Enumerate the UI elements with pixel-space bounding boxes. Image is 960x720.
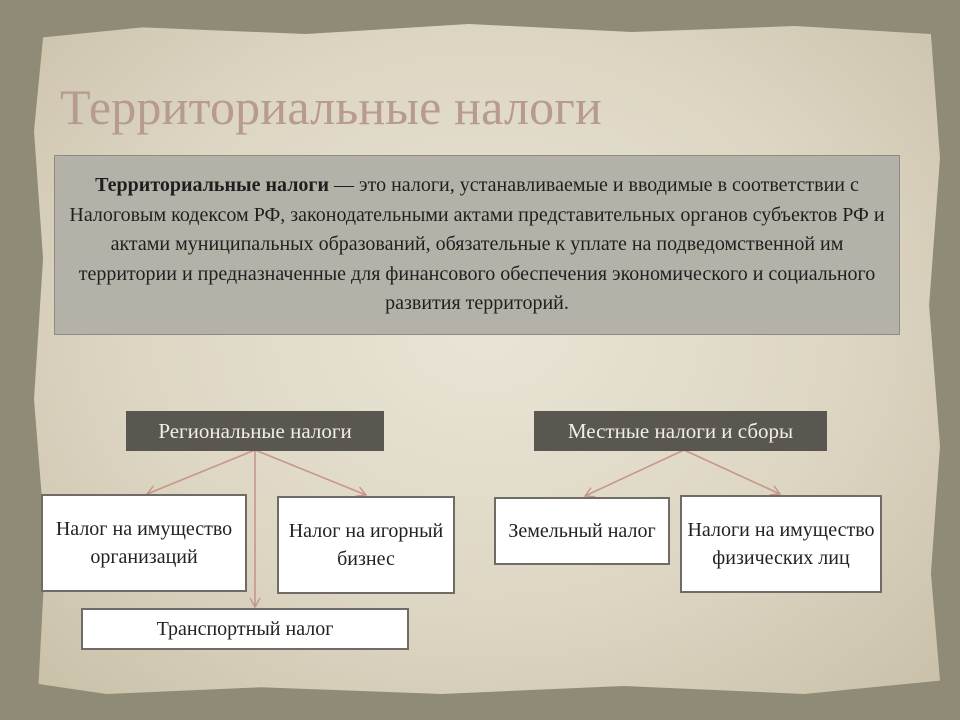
transport-tax-label: Транспортный налог [156,618,334,640]
definition-body: — это налоги, устанавливаемые и вводимые в соответствии с Налоговым кодексом РФ, законодательными актами представительных органов субъектов РФ и актами муниципальных образований, обязательные к уплате на подведомственной им территории и предназначенные для финансового обеспечения экономического и социального развития территорий. [69,174,885,315]
gambling-tax-label: Налог на игорный бизнес [288,520,444,570]
transport-tax-box [81,608,409,650]
personal-property-tax-label: Налоги на имущество физических лиц [687,519,875,569]
property-tax-organizations-label: Налог на имущество организаций [55,518,233,568]
arrow-local-to-personal-property [684,450,780,494]
regional-taxes-header: Региональные налоги [126,411,384,451]
slide-title: Территориальные налоги [60,79,602,135]
definition-term: Территориальные налоги [95,174,330,197]
gambling-tax-box [277,496,455,594]
land-tax-label: Земельный налог [508,520,656,542]
local-taxes-header: Местные налоги и сборы [534,411,827,451]
arrow-regional-to-property [147,450,255,494]
personal-property-tax-box [680,495,882,593]
property-tax-organizations-box [41,494,247,592]
arrow-local-to-land [585,450,684,496]
land-tax-box [494,497,670,565]
arrow-regional-to-gambling [255,450,366,495]
